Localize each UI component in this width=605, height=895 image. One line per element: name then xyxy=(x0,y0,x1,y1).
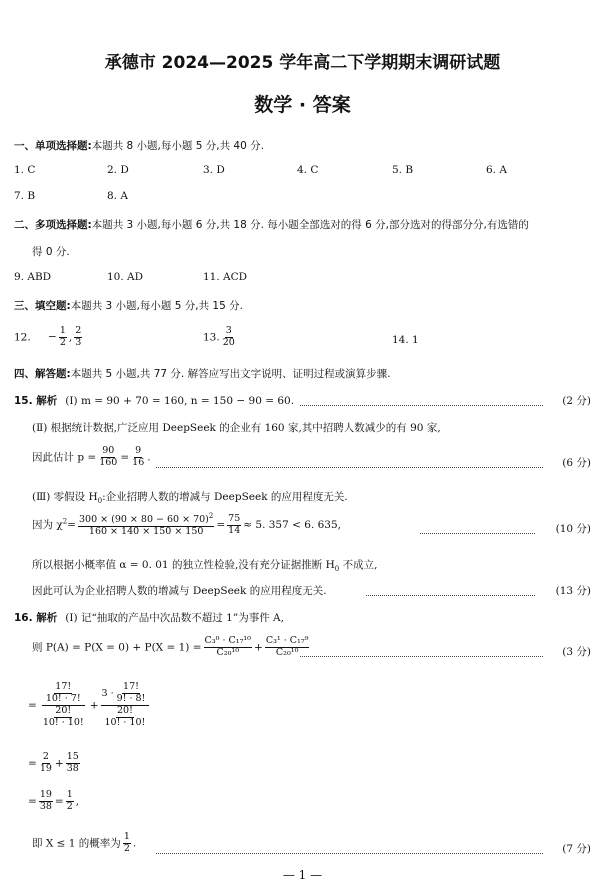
answer-7: 7. B xyxy=(14,190,36,202)
document-subtitle: 数学 · 答案 xyxy=(254,94,351,116)
answer-3: 3. D xyxy=(203,164,225,176)
answer-14: 14. 1 xyxy=(392,334,419,346)
q16-sum: = $\frac{2}{19}$ + $\frac{15}{38}$ xyxy=(28,751,79,774)
q15-hypothesis: (Ⅲ) 零假设 $H_0$:企业招聘人数的增减与 DeepSeek 的应用程度无关. xyxy=(32,491,348,506)
q16-score-2: (7 分) xyxy=(562,843,591,855)
q15-chi-square: 因为 $\chi^2=$ $\frac{300 \times (90 \times 80 - 60 \times 70)^2}{160 \times 140 \times 150 \times 150}$ = $\frac{75}{14}$ ≈ 5. 357 < 6. 635, xyxy=(32,512,342,538)
answer-8: 8. A xyxy=(107,190,128,202)
q16-factorial-expansion: = $\frac{\frac{17!}{10! \cdot 7!}}{\frac{20!}{10! \cdot 10!}}$ + 3 · $\frac{17!}{9! \cdot 8!}$ $\frac{20!}{10! \cdot 10!}$ xyxy=(28,682,151,729)
section-2-heading-cont: 得 0 分. xyxy=(32,246,70,258)
leader-dots xyxy=(366,595,535,596)
leader-dots xyxy=(300,656,543,657)
q16-simplify: = $\frac{19}{38}$ = $\frac{1}{2}$ , xyxy=(28,789,80,812)
answer-2: 2. D xyxy=(107,164,129,176)
q16-probability: 则 P(A) = P(X = 0) + P(X = 1) = $\frac{\text{C₃⁰ · C₁₇¹⁰}}{\text{C₂₀¹⁰}}$ + $\frac{\text{C₃¹ · C₁₇⁹}}{\text{C₂₀¹⁰}}$ xyxy=(32,635,309,658)
answer-12: 12. − $\frac{1}{2}$ , $\frac{2}{3}$ xyxy=(14,325,82,348)
answer-6: 6. A xyxy=(486,164,507,176)
section-2-heading: 二、多项选择题:本题共 3 小题,每小题 6 分,共 18 分. 每小题全部选对的得 6 分,部分选对的得部分分,有选错的 xyxy=(14,219,529,231)
q15-score-4: (13 分) xyxy=(555,585,591,597)
q15-part1: 15. 解析 (Ⅰ) m = 90 + 70 = 160, n = 150 − 90 = 60. xyxy=(14,395,295,407)
section-4-heading: 四、解答题:本题共 5 小题,共 77 分. 解答应写出文字说明、证明过程或演算步骤. xyxy=(14,368,391,380)
q16-score-1: (3 分) xyxy=(562,646,591,658)
q15-score-3: (10 分) xyxy=(555,523,591,535)
answer-5: 5. B xyxy=(392,164,414,176)
q15-estimate: 因此估计 p = $\frac{90}{160}$ = $\frac{9}{16}$ . xyxy=(32,445,151,468)
leader-dots xyxy=(156,467,543,468)
leader-dots xyxy=(300,405,543,406)
q15-score-1: (2 分) xyxy=(562,395,591,407)
q15-test: 所以根据小概率值 α = 0. 01 的独立性检验,没有充分证据推断 $H_0$ 不成立, xyxy=(32,559,378,574)
answer-4: 4. C xyxy=(297,164,319,176)
q15-part2: (Ⅱ) 根据统计数据,广泛应用 DeepSeek 的企业有 160 家,其中招聘人数减少的有 90 家, xyxy=(32,422,441,434)
q15-score-2: (6 分) xyxy=(562,457,591,469)
answer-9: 9. ABD xyxy=(14,271,52,283)
leader-dots xyxy=(420,533,535,534)
leader-dots xyxy=(156,853,543,854)
q15-conclusion: 因此可认为企业招聘人数的增减与 DeepSeek 的应用程度无关. xyxy=(32,585,327,597)
q16-conclusion: 即 X ≤ 1 的概率为 $\frac{1}{2}$ . xyxy=(32,831,137,854)
answer-11: 11. ACD xyxy=(203,271,248,283)
page-number: — 1 — xyxy=(282,868,323,882)
answer-10: 10. AD xyxy=(107,271,144,283)
section-1-heading: 一、单项选择题:本题共 8 小题,每小题 5 分,共 40 分. xyxy=(14,140,264,152)
section-3-heading: 三、填空题:本题共 3 小题,每小题 5 分,共 15 分. xyxy=(14,300,243,312)
answer-1: 1. C xyxy=(14,164,36,176)
q16-part1: 16. 解析 (Ⅰ) 记“抽取的产品中次品数不超过 1”为事件 A, xyxy=(14,612,284,624)
answer-13: 13. $\frac{3}{20}$ xyxy=(203,325,235,348)
document-title: 承德市 2024—2025 学年高二下学期期末调研试题 xyxy=(104,53,501,73)
